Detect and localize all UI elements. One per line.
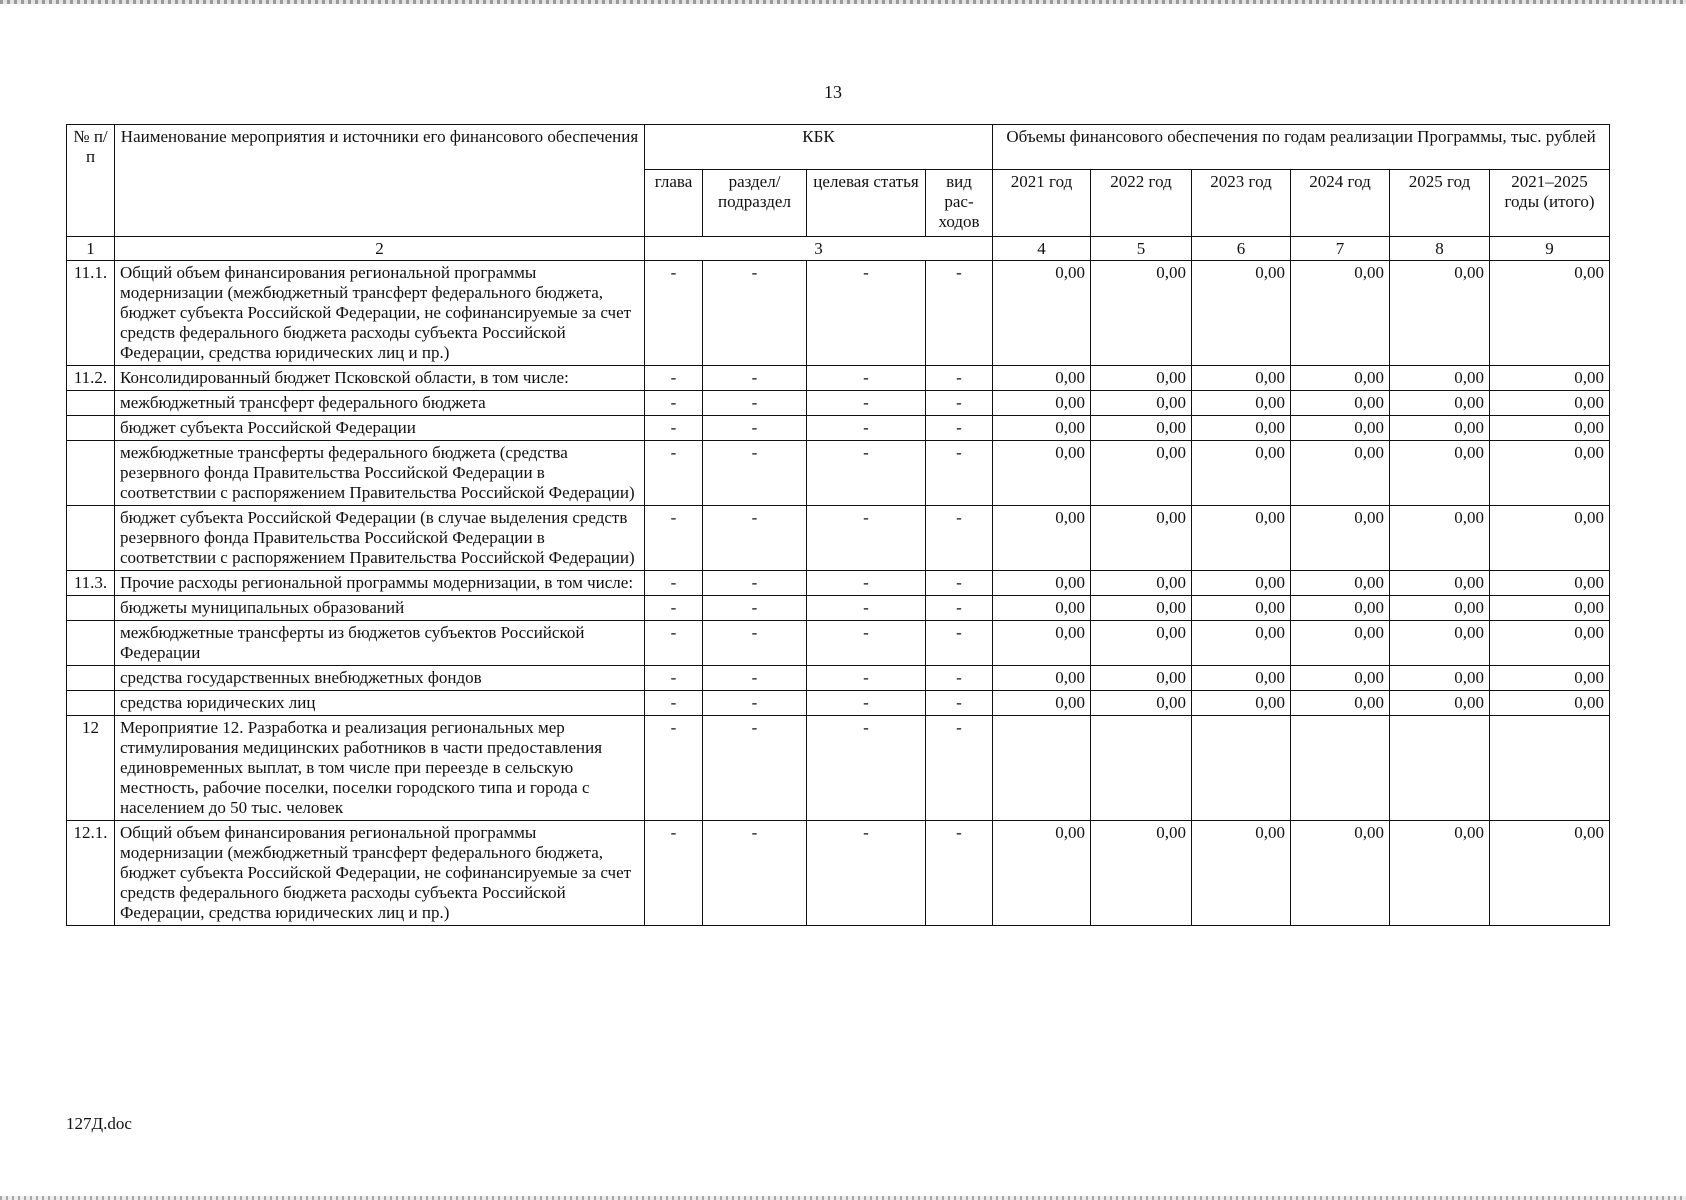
column-number: 3 — [645, 237, 993, 261]
header-year-2021: 2021 год — [993, 170, 1091, 237]
value-cell: 0,00 — [1091, 261, 1192, 366]
value-cell: 0,00 — [1192, 666, 1291, 691]
value-cell: 0,00 — [1291, 366, 1390, 391]
header-row-1 — [67, 125, 1610, 170]
table-row — [67, 596, 1610, 621]
value-cell: 0,00 — [1192, 821, 1291, 926]
row-name: бюджеты муниципальных образований — [115, 596, 645, 621]
kbk-razdel: - — [703, 571, 807, 596]
kbk-razdel: - — [703, 506, 807, 571]
row-number — [67, 391, 115, 416]
value-cell — [1390, 716, 1490, 821]
kbk-vid: - — [926, 391, 993, 416]
header-kbk-glava: глава — [645, 170, 703, 237]
value-cell: 0,00 — [1490, 621, 1610, 666]
row-name: бюджет субъекта Российской Федерации — [115, 416, 645, 441]
header-num: № п/п — [67, 125, 115, 237]
value-cell: 0,00 — [1291, 596, 1390, 621]
value-cell: 0,00 — [1091, 391, 1192, 416]
kbk-statya: - — [807, 716, 926, 821]
kbk-statya: - — [807, 691, 926, 716]
row-number: 12.1. — [67, 821, 115, 926]
kbk-statya: - — [807, 821, 926, 926]
value-cell: 0,00 — [993, 391, 1091, 416]
value-cell: 0,00 — [1390, 666, 1490, 691]
value-cell: 0,00 — [993, 261, 1091, 366]
kbk-statya: - — [807, 506, 926, 571]
kbk-razdel: - — [703, 441, 807, 506]
value-cell: 0,00 — [1490, 416, 1610, 441]
value-cell: 0,00 — [1091, 691, 1192, 716]
header-year-total: 2021–2025 годы (итого) — [1490, 170, 1610, 237]
value-cell: 0,00 — [993, 821, 1091, 926]
column-number: 8 — [1390, 237, 1490, 261]
kbk-vid: - — [926, 621, 993, 666]
row-name: Консолидированный бюджет Псковской области, в том числе: — [115, 366, 645, 391]
header-year-2023: 2023 год — [1192, 170, 1291, 237]
kbk-vid: - — [926, 596, 993, 621]
value-cell: 0,00 — [1192, 571, 1291, 596]
value-cell: 0,00 — [1091, 621, 1192, 666]
header-kbk-razdel: раздел/ подраздел — [703, 170, 807, 237]
kbk-glava: - — [645, 391, 703, 416]
value-cell: 0,00 — [1490, 506, 1610, 571]
column-number: 4 — [993, 237, 1091, 261]
value-cell: 0,00 — [1192, 506, 1291, 571]
value-cell: 0,00 — [1192, 441, 1291, 506]
kbk-glava: - — [645, 441, 703, 506]
value-cell — [1192, 716, 1291, 821]
scan-edge-bottom — [0, 1196, 1686, 1200]
value-cell: 0,00 — [1091, 506, 1192, 571]
value-cell: 0,00 — [1091, 596, 1192, 621]
value-cell: 0,00 — [1091, 366, 1192, 391]
column-number: 1 — [67, 237, 115, 261]
kbk-glava: - — [645, 416, 703, 441]
value-cell: 0,00 — [1192, 366, 1291, 391]
kbk-glava: - — [645, 821, 703, 926]
kbk-razdel: - — [703, 596, 807, 621]
kbk-statya: - — [807, 416, 926, 441]
column-number: 9 — [1490, 237, 1610, 261]
table-row — [67, 366, 1610, 391]
row-name: средства юридических лиц — [115, 691, 645, 716]
kbk-statya: - — [807, 621, 926, 666]
value-cell: 0,00 — [1291, 621, 1390, 666]
table-row — [67, 621, 1610, 666]
header-year-2024: 2024 год — [1291, 170, 1390, 237]
value-cell: 0,00 — [1390, 596, 1490, 621]
value-cell: 0,00 — [1091, 416, 1192, 441]
kbk-glava: - — [645, 506, 703, 571]
value-cell: 0,00 — [1390, 441, 1490, 506]
table-row — [67, 571, 1610, 596]
value-cell: 0,00 — [993, 691, 1091, 716]
table-row — [67, 441, 1610, 506]
footer-filename: 127Д.doc — [66, 1114, 132, 1133]
row-number: 11.1. — [67, 261, 115, 366]
value-cell: 0,00 — [1192, 391, 1291, 416]
kbk-vid: - — [926, 571, 993, 596]
header-kbk: КБК — [645, 125, 993, 170]
value-cell: 0,00 — [1490, 596, 1610, 621]
row-number — [67, 441, 115, 506]
value-cell: 0,00 — [1291, 691, 1390, 716]
value-cell: 0,00 — [1390, 416, 1490, 441]
value-cell: 0,00 — [993, 416, 1091, 441]
value-cell: 0,00 — [1390, 506, 1490, 571]
kbk-razdel: - — [703, 261, 807, 366]
value-cell: 0,00 — [993, 666, 1091, 691]
kbk-vid: - — [926, 261, 993, 366]
value-cell: 0,00 — [1291, 506, 1390, 571]
kbk-vid: - — [926, 691, 993, 716]
row-number: 12 — [67, 716, 115, 821]
row-name: Общий объем финансирования региональной программы модернизации (межбюджетный трансферт федерального бюджета, бюджет субъекта Российской Федерации, не софинансируемые за счет средств федерального бюджета расходы субъекта Российской Федерации, средства юридических лиц и пр.) — [115, 821, 645, 926]
scan-edge-top — [0, 0, 1686, 4]
kbk-razdel: - — [703, 621, 807, 666]
row-number — [67, 596, 115, 621]
value-cell — [1490, 716, 1610, 821]
kbk-vid: - — [926, 366, 993, 391]
value-cell: 0,00 — [1091, 821, 1192, 926]
value-cell: 0,00 — [1291, 571, 1390, 596]
value-cell: 0,00 — [993, 506, 1091, 571]
kbk-statya: - — [807, 261, 926, 366]
value-cell: 0,00 — [1291, 391, 1390, 416]
header-volumes: Объемы финансового обеспечения по годам реализации Программы, тыс. рублей — [993, 125, 1610, 170]
row-name: Мероприятие 12. Разработка и реализация региональных мер стимулирования медицинских работников в части предоставления единовременных выплат, в том числе при переезде в сельскую местность, рабочие поселки, поселки городского типа и города с населением до 50 тыс. человек — [115, 716, 645, 821]
header-year-2025: 2025 год — [1390, 170, 1490, 237]
value-cell — [1091, 716, 1192, 821]
table-row — [67, 261, 1610, 366]
kbk-razdel: - — [703, 666, 807, 691]
value-cell: 0,00 — [1390, 621, 1490, 666]
value-cell: 0,00 — [1490, 441, 1610, 506]
table-row — [67, 821, 1610, 926]
value-cell: 0,00 — [1192, 416, 1291, 441]
value-cell: 0,00 — [1091, 571, 1192, 596]
value-cell: 0,00 — [1192, 691, 1291, 716]
row-name: бюджет субъекта Российской Федерации (в случае выделения средств резервного фонда Правительства Российской Федерации в соответствии с распоряжением Правительства Российской Федерации) — [115, 506, 645, 571]
kbk-razdel: - — [703, 366, 807, 391]
value-cell: 0,00 — [1390, 571, 1490, 596]
kbk-glava: - — [645, 666, 703, 691]
kbk-glava: - — [645, 596, 703, 621]
row-number — [67, 506, 115, 571]
value-cell — [1291, 716, 1390, 821]
row-number: 11.2. — [67, 366, 115, 391]
kbk-razdel: - — [703, 716, 807, 821]
value-cell: 0,00 — [1291, 261, 1390, 366]
header-year-2022: 2022 год — [1091, 170, 1192, 237]
value-cell: 0,00 — [1390, 821, 1490, 926]
row-number — [67, 691, 115, 716]
kbk-glava: - — [645, 366, 703, 391]
value-cell: 0,00 — [1291, 416, 1390, 441]
value-cell: 0,00 — [1091, 666, 1192, 691]
column-number-row — [67, 237, 1610, 261]
column-number: 7 — [1291, 237, 1390, 261]
value-cell: 0,00 — [1291, 821, 1390, 926]
row-number — [67, 666, 115, 691]
value-cell: 0,00 — [1192, 596, 1291, 621]
kbk-glava: - — [645, 261, 703, 366]
kbk-vid: - — [926, 506, 993, 571]
value-cell: 0,00 — [1291, 441, 1390, 506]
header-name: Наименование мероприятия и источники его финансового обеспечения — [115, 125, 645, 237]
kbk-statya: - — [807, 391, 926, 416]
value-cell: 0,00 — [1390, 691, 1490, 716]
value-cell: 0,00 — [993, 596, 1091, 621]
kbk-glava: - — [645, 691, 703, 716]
value-cell: 0,00 — [1192, 621, 1291, 666]
value-cell: 0,00 — [1192, 261, 1291, 366]
value-cell: 0,00 — [1490, 821, 1610, 926]
kbk-vid: - — [926, 716, 993, 821]
table-row — [67, 506, 1610, 571]
row-name: Общий объем финансирования региональной программы модернизации (межбюджетный трансферт федерального бюджета, бюджет субъекта Российской Федерации, не софинансируемые за счет средств федерального бюджета расходы субъекта Российской Федерации, средства юридических лиц и пр.) — [115, 261, 645, 366]
value-cell: 0,00 — [1291, 666, 1390, 691]
header-kbk-vid: вид рас- ходов — [926, 170, 993, 237]
kbk-statya: - — [807, 366, 926, 391]
kbk-razdel: - — [703, 391, 807, 416]
value-cell: 0,00 — [1390, 391, 1490, 416]
value-cell: 0,00 — [1490, 666, 1610, 691]
value-cell: 0,00 — [1390, 366, 1490, 391]
row-name: средства государственных внебюджетных фондов — [115, 666, 645, 691]
kbk-statya: - — [807, 441, 926, 506]
value-cell: 0,00 — [1490, 261, 1610, 366]
kbk-vid: - — [926, 666, 993, 691]
column-number: 6 — [1192, 237, 1291, 261]
kbk-glava: - — [645, 571, 703, 596]
kbk-razdel: - — [703, 416, 807, 441]
page-number: 13 — [824, 82, 842, 102]
value-cell: 0,00 — [1490, 691, 1610, 716]
header-kbk-statya: целевая статья — [807, 170, 926, 237]
value-cell: 0,00 — [1390, 261, 1490, 366]
kbk-glava: - — [645, 621, 703, 666]
row-name: межбюджетные трансферты из бюджетов субъектов Российской Федерации — [115, 621, 645, 666]
kbk-vid: - — [926, 821, 993, 926]
row-name: Прочие расходы региональной программы модернизации, в том числе: — [115, 571, 645, 596]
table-row — [67, 416, 1610, 441]
value-cell: 0,00 — [993, 366, 1091, 391]
table-row — [67, 691, 1610, 716]
table-row — [67, 716, 1610, 821]
column-number: 5 — [1091, 237, 1192, 261]
value-cell: 0,00 — [1490, 391, 1610, 416]
kbk-razdel: - — [703, 821, 807, 926]
kbk-razdel: - — [703, 691, 807, 716]
kbk-statya: - — [807, 596, 926, 621]
kbk-statya: - — [807, 666, 926, 691]
column-number: 2 — [115, 237, 645, 261]
row-number — [67, 621, 115, 666]
table-row — [67, 391, 1610, 416]
row-number — [67, 416, 115, 441]
row-name: межбюджетный трансферт федерального бюджета — [115, 391, 645, 416]
value-cell: 0,00 — [1091, 441, 1192, 506]
kbk-vid: - — [926, 416, 993, 441]
kbk-glava: - — [645, 716, 703, 821]
value-cell: 0,00 — [1490, 571, 1610, 596]
funding-table — [66, 124, 1610, 926]
value-cell: 0,00 — [993, 571, 1091, 596]
value-cell: 0,00 — [993, 621, 1091, 666]
value-cell: 0,00 — [993, 441, 1091, 506]
row-number: 11.3. — [67, 571, 115, 596]
kbk-vid: - — [926, 441, 993, 506]
kbk-statya: - — [807, 571, 926, 596]
row-name: межбюджетные трансферты федерального бюджета (средства резервного фонда Правительства Российской Федерации в соответствии с распоряжением Правительства Российской Федерации) — [115, 441, 645, 506]
value-cell: 0,00 — [1490, 366, 1610, 391]
value-cell — [993, 716, 1091, 821]
table-row — [67, 666, 1610, 691]
